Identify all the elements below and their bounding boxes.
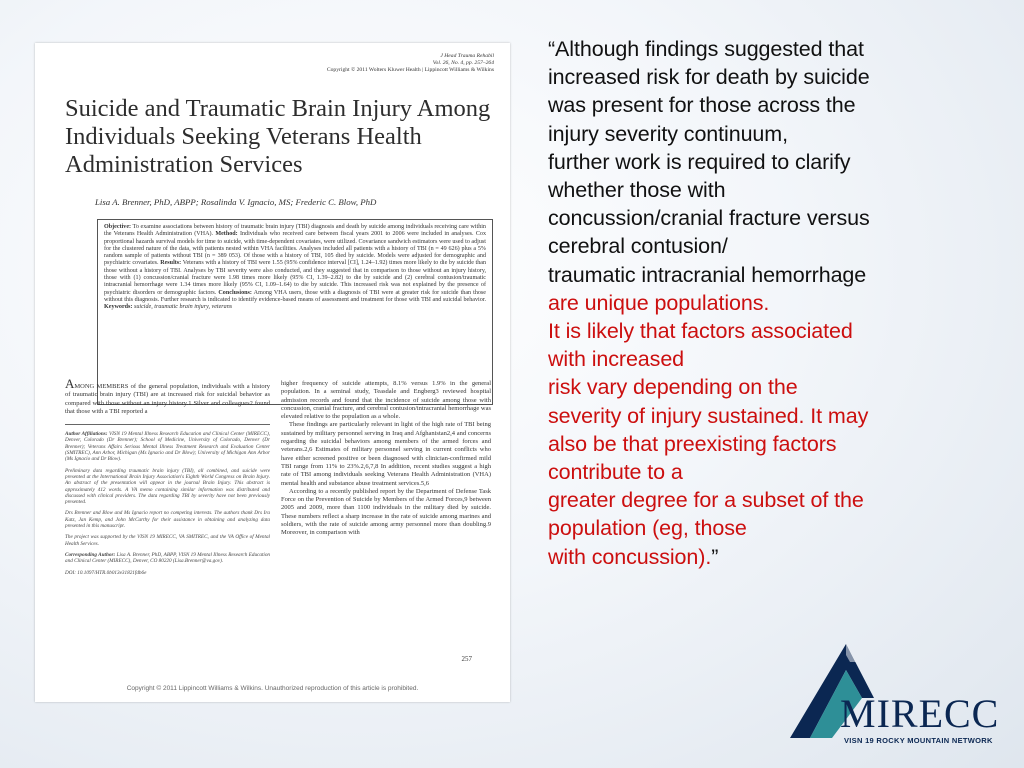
logo-wordmark: MIRECC (840, 691, 1000, 736)
right-paragraph-3: According to a recently published report by the Department of Defense Task Force on the Prevention of Suicide by Members of the Armed Forces,9 between 2005 and 2009, more than 1100 individuals in the military died by suicide. These numbers reflect a sharp increase in the rate of suicide among marines and soldiers, with the rate of suicide among army personnel more than doubling.9 Moreover, in comparison with (281, 487, 491, 537)
note-affiliations-text: VISN 19 Mental Illness Research Education and Clinical Center (MIRECC), Denver, Colorado (Dr Brenner); School of Medicine, University of Colorado, Denver (Dr Brenner); Veterans Affairs Serious Mental Illness Treatment Research and Evaluation Center (SMITREC), Ann Arbor, Michigan (Ms Ignacio and Dr Blow); University of Michigan Ann Arbor (Ms Ignacio and Dr Blow). (65, 431, 271, 463)
quote-line-highlight: population (eg, those (548, 516, 747, 541)
quote-block (548, 35, 988, 571)
quote-line: “Although findings suggested that (548, 37, 864, 61)
abstract-box (97, 219, 493, 405)
footnote-divider (65, 424, 270, 425)
quote-line-highlight: with concussion). (548, 544, 712, 569)
note-corresponding-label: Corresponding Author: (65, 551, 116, 558)
abstract-keywords: suicide, traumatic brain injury, veterans (133, 304, 233, 311)
quote-line-highlight: risk vary depending on the (548, 375, 798, 400)
journal-copyright: Copyright © 2011 Wolters Kluwer Health | Lippincott Williams & Wilkins (326, 67, 494, 73)
intro-dropcap: A (65, 376, 75, 391)
intro-paragraph (65, 376, 270, 416)
journal-volume: Vol. 26, No. 4, pp. 257–264 (432, 60, 494, 66)
note-preliminary: Preliminary data regarding traumatic brain injury (TBI), all combined, and suicide were presented at the International Brain Injury Association's Eighth World Congress on Brain Injury. An abstract of the presentation will appear in the journal Brain Injury. This abstract is approximately 412 words. A VA memo containing similar information was distributed and discussed with clinical providers. The data regarding TBI by severity have not been previously presented. (65, 467, 270, 506)
quote-line-highlight: contribute to a (548, 460, 683, 485)
page-number: 257 (461, 655, 472, 663)
abstract-method: Individuals who received care between fiscal years 2001 to 2006 were included in analyses. Cox proportional hazards survival models for time to suicide, with time-dependent covariates, were utilized. Covariance sandwich estimators were used to adjust for the clustered nature of the data, with patients nested within VHA facilities. Analyses included all patients with a history of TBI (n = 49 626) plus a 5% random sample of patients without TBI (n = 389 053). Of those with a history of TBI, 105 died by suicide. Models were adjusted for demographic and psychiatric covariates. (104, 231, 487, 267)
page-footer-copyright: Copyright © 2011 Lippincott Williams & Wilkins. Unauthorized reproduction of this article is prohibited. (126, 685, 419, 692)
abstract-objective-label: Objective: (104, 224, 132, 230)
note-affiliations-label: Author Affiliations: (65, 431, 108, 438)
note-corresponding (65, 552, 270, 565)
quote-line: cerebral contusion/ (548, 234, 728, 259)
article-right-column (281, 380, 491, 538)
quote-line-highlight: are unique populations. (548, 290, 770, 315)
abstract-results: Veterans with a history of TBI were 1.55 (95% confidence interval [CI], 1.24–1.92) times more likely to die by suicide than those without a history of TBI. Analyses by TBI severity were also conducted, and they suggested that in comparison to those without an injury history, those with (1) concussion/cranial fracture were 1.98 times more likely (95% CI, 1.39–2.82) to die by suicide and (2) cerebral contusion/traumatic intracranial hemorrhage were 1.34 times more likely (95% CI, 1.09–1.64) to die by suicide. This increased risk was not explained by the presence of psychiatric disorders or demographic factors. (104, 260, 487, 296)
quote-line-highlight: greater degree for a subset of the (548, 488, 864, 513)
abstract-method-label: Method: (215, 231, 238, 238)
right-paragraph-1: higher frequency of suicide attempts, 8.1% versus 1.9% in the general population. In a seminal study, Teasdale and Engberg3 reviewed hospital admission records and found that the incidence of suicide among those with concussion, cranial fracture, and cerebral contusion/intracranial hemorrhage was elevated relative to the population as a whole. (281, 380, 491, 421)
journal-header (327, 53, 494, 74)
abstract-conclusions-label: Conclusions: (218, 289, 252, 296)
article-left-column (65, 376, 271, 581)
quote-line-highlight: It is likely that factors associated (548, 319, 853, 344)
quote-line: whether those with (548, 178, 726, 203)
article-authors: Lisa A. Brenner, PhD, ABPP; Rosalinda V. Ignacio, MS; Frederic C. Blow, PhD (95, 197, 377, 207)
quote-line-highlight: also be that preexisting factors (548, 431, 837, 456)
quote-line-highlight: severity of injury sustained. It may (548, 403, 869, 428)
right-paragraph-2: These findings are particularly relevant in light of the high rate of TBI being sustained by military personnel serving in Iraq and Afghanistan2,4 and concerns regarding the suicidal behaviors among members of the armed forces and veterans.2,6 Estimates of military personnel serving in current conflicts who have either screened positive or been diagnosed with clinician-confirmed mild TBI range from 11% to 23%.2,6,7,8 In addition, recent studies suggest a high rate of TBI among individuals seeking Veterans Health Administration (VHA) mental health and substance abuse treatment services.5,6 (281, 421, 491, 487)
abstract-keywords-label: Keywords: (104, 304, 133, 311)
quote-line: traumatic intracranial hemorrhage (548, 262, 867, 287)
abstract-conclusions: Among VHA users, those with a diagnosis of TBI were at greater risk for suicide than those without this diagnosis. Further research is indicated to identify evidence-based means of assessment and treatment for those with TBI and suicidal behavior. (104, 289, 486, 303)
mirecc-logo (788, 628, 1000, 756)
note-corresponding-text: Lisa A. Brenner, PhD, ABPP, VISN 19 Mental Illness Research Education and Clinical Center (MIRECC), Denver, CO 80220 (Lisa.Brenner@va.gov). (65, 551, 271, 565)
journal-name: J Head Trauma Rehabil (440, 53, 494, 59)
quote-line: concussion/cranial fracture versus (548, 206, 870, 231)
note-interests: Drs Brenner and Blow and Ms Ignacio report no competing interests. The authors thank Drs Ira Katz, Jan Kemp, and John McCarthy for their assistance in obtaining and analyzing data presented in this manuscript. (65, 510, 270, 530)
quote-line-highlight: with increased (548, 347, 685, 372)
logo-subtitle: VISN 19 ROCKY MOUNTAIN NETWORK (844, 736, 993, 745)
quote-line: injury severity continuum, (548, 121, 788, 146)
note-doi: DOI: 10.1097/HTR.0b013e31821fdb6e (65, 569, 147, 576)
article-title: Suicide and Traumatic Brain Injury Among Individuals Seeking Veterans Health Administration Services (65, 95, 491, 178)
note-support: The project was supported by the VISN 19 MIRECC, VA SMITREC, and the VA Office of Mental Health Services. (65, 534, 270, 547)
quote-line: was present for those across the (548, 93, 856, 118)
article-page (35, 43, 510, 702)
intro-text: MONG MEMBERS of the general population, individuals with a history of traumatic brain injury (TBI) are at increased risk for suicidal behavior as compared with those without an injury history.1 Silver and colleagues2 found that those with a TBI reported a (65, 383, 270, 415)
quote-line: further work is required to clarify (548, 149, 851, 174)
abstract-objective: To examine associations between history of traumatic brain injury (TBI) diagnosis and death by suicide among individuals receiving care within the Veterans Health Administration (VHA). (104, 224, 486, 238)
quote-line: increased risk for death by suicide (548, 65, 870, 90)
quote-closing-mark: ” (711, 544, 719, 569)
abstract-results-label: Results: (160, 260, 182, 267)
note-affiliations (65, 431, 270, 462)
